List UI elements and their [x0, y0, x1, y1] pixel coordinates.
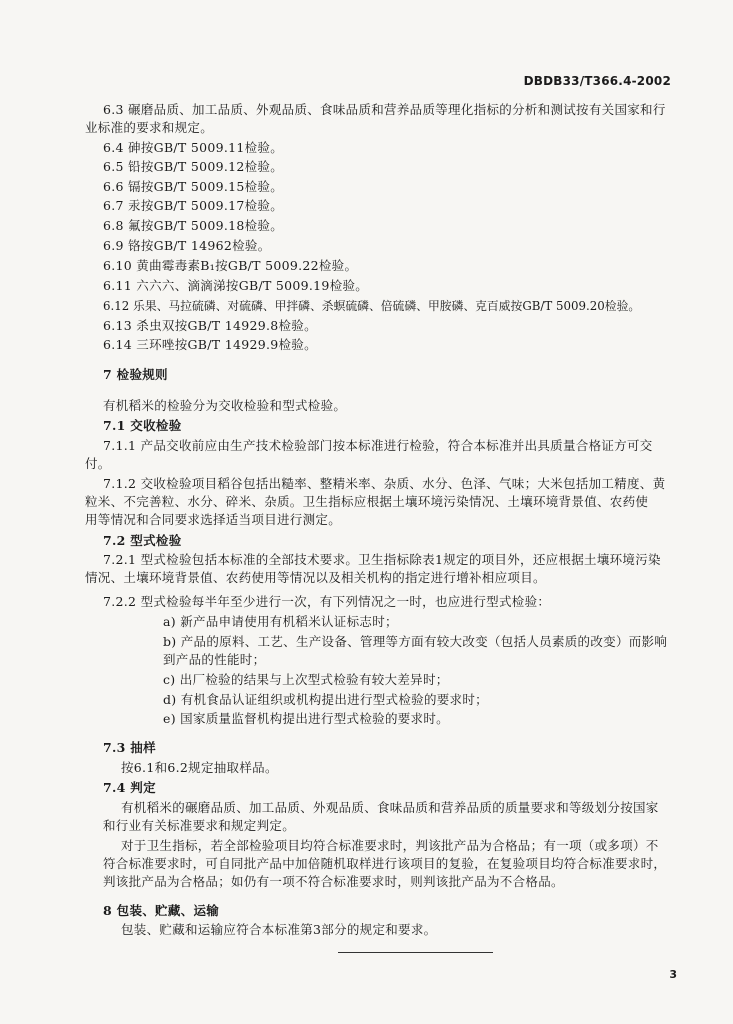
list-item-b-line-2: 到产品的性能时； — [163, 652, 266, 667]
clause-6-14: 6.14 三环唑按GB/T 14929.9检验。 — [103, 337, 317, 352]
clause-7-2-1-line-1: 7.2.1 型式检验包括本标准的全部技术要求。卫生指标除表1规定的项目外，还应根据土壤环境污染 — [103, 552, 661, 567]
clause-7-3-text: 按6.1和6.2规定抽取样品。 — [121, 760, 278, 775]
clause-7-1-heading: 7.1 交收检验 — [103, 418, 182, 433]
list-item-d: d) 有机食品认证组织或机构提出进行型式检验的要求时； — [163, 692, 488, 707]
clause-7-4-heading: 7.4 判定 — [103, 780, 156, 795]
list-item-c: c) 出厂检验的结果与上次型式检验有较大差异时； — [163, 672, 449, 687]
clause-7-3-heading: 7.3 抽样 — [103, 740, 156, 755]
list-item-b-line-1: b) 产品的原料、工艺、生产设备、管理等方面有较大改变（包括人员素质的改变）而影响 — [163, 634, 668, 649]
section-7-intro: 有机稻米的检验分为交收检验和型式检验。 — [103, 398, 347, 413]
clause-7-2-1-line-2: 情况、土壤环境背景值、农药使用等情况以及相关机构的指定进行增补相应项目。 — [85, 570, 546, 585]
clause-7-1-2-line-1: 7.1.2 交收检验项目稻谷包括出糙率、整精米率、杂质、水分、色泽、气味；大米包括加工精度、黄 — [103, 476, 666, 491]
list-item-e: e) 国家质量监督机构提出进行型式检验的要求时。 — [163, 711, 449, 726]
clause-6-8: 6.8 氟按GB/T 5009.18检验。 — [103, 218, 284, 233]
clause-7-4-para-2-line-1: 对于卫生指标，若全部检验项目均符合标准要求时，判该批产品为合格品；有一项（或多项）不 — [121, 838, 659, 853]
page-number: 3 — [669, 968, 677, 981]
end-rule — [338, 952, 493, 953]
section-8-text: 包装、贮藏和运输应符合本标准第3部分的规定和要求。 — [121, 922, 437, 937]
clause-7-1-2-line-2: 粒米、不完善粒、水分、碎米、杂质。卫生指标应根据土壤环境污染情况、土壤环境背景值、农药使 — [85, 494, 649, 509]
clause-6-12: 6.12 乐果、马拉硫磷、对硫磷、甲拌磷、杀螟硫磷、倍硫磷、甲胺磷、克百威按GB/T 5009.20检验。 — [103, 299, 641, 313]
section-8-heading: 8 包装、贮藏、运输 — [103, 903, 220, 918]
clause-6-11: 6.11 六六六、滴滴涕按GB/T 5009.19检验。 — [103, 278, 369, 293]
clause-7-4-para-2-line-2: 符合标准要求时，可自同批产品中加倍随机取样进行该项目的复验，在复验项目均符合标准要求时， — [103, 856, 667, 871]
clause-7-2-heading: 7.2 型式检验 — [103, 533, 182, 548]
section-7-heading: 7 检验规则 — [103, 367, 168, 382]
clause-6-5: 6.5 铅按GB/T 5009.12检验。 — [103, 159, 284, 174]
clause-7-1-2-line-3: 用等情况和合同要求选择适当项目进行测定。 — [85, 512, 342, 527]
clause-7-1-1-line-1: 7.1.1 产品交收前应由生产技术检验部门按本标准进行检验，符合本标准并出具质量合格证方可交 — [103, 438, 653, 453]
clause-6-6: 6.6 镉按GB/T 5009.15检验。 — [103, 179, 284, 194]
clause-7-2-2: 7.2.2 型式检验每半年至少进行一次，有下列情况之一时，也应进行型式检验： — [103, 594, 551, 609]
clause-7-4-para-1-line-2: 和行业有关标准要求和规定判定。 — [103, 818, 296, 833]
standard-number-header: DBDB33/T366.4-2002 — [523, 74, 671, 88]
clause-7-4-para-1-line-1: 有机稻米的碾磨品质、加工品质、外观品质、食味品质和营养品质的质量要求和等级划分按国家 — [121, 800, 659, 815]
clause-6-10: 6.10 黄曲霉毒素B₁按GB/T 5009.22检验。 — [103, 258, 358, 273]
clause-6-4: 6.4 砷按GB/T 5009.11检验。 — [103, 140, 284, 155]
clause-6-13: 6.13 杀虫双按GB/T 14929.8检验。 — [103, 318, 317, 333]
clause-7-1-1-line-2: 付。 — [85, 456, 111, 471]
clause-6-3-line-2: 业标准的要求和规定。 — [85, 120, 214, 135]
clause-6-3-line-1: 6.3 碾磨品质、加工品质、外观品质、食味品质和营养品质等理化指标的分析和测试按有关国家和行 — [103, 102, 666, 117]
list-item-a: a) 新产品申请使用有机稻米认证标志时； — [163, 614, 398, 629]
clause-6-7: 6.7 汞按GB/T 5009.17检验。 — [103, 198, 284, 213]
clause-7-4-para-2-line-3: 判该批产品为合格品；如仍有一项不符合标准要求时，则判该批产品为不合格品。 — [103, 874, 564, 889]
clause-6-9: 6.9 铬按GB/T 14962检验。 — [103, 238, 271, 253]
